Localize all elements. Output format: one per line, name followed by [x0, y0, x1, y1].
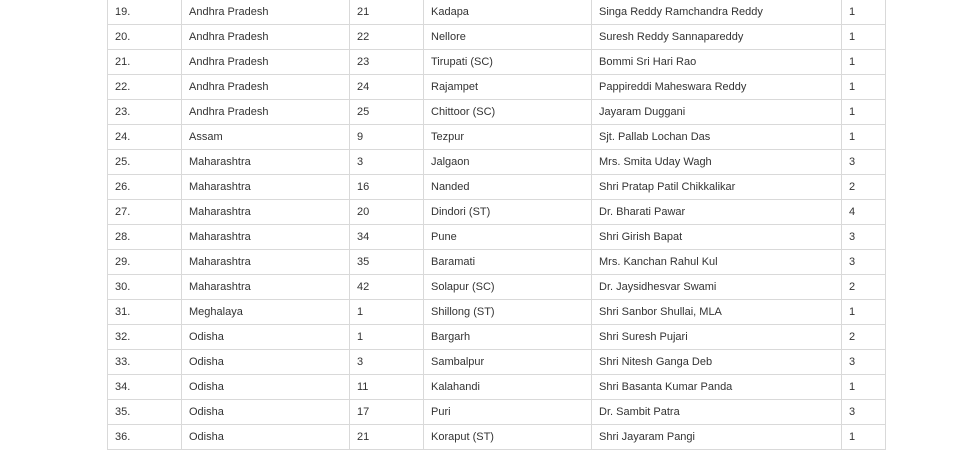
- count-cell: 4: [842, 200, 886, 225]
- candidate-name-cell: Shri Basanta Kumar Panda: [592, 375, 842, 400]
- table-row: [108, 125, 886, 150]
- constituency-cell: Kadapa: [424, 0, 592, 25]
- candidate-name-cell: Jayaram Duggani: [592, 100, 842, 125]
- state-cell: Odisha: [182, 325, 350, 350]
- candidate-name-cell: Shri Girish Bapat: [592, 225, 842, 250]
- pc-number-cell: 9: [350, 125, 424, 150]
- state-cell: Assam: [182, 125, 350, 150]
- constituency-cell: Baramati: [424, 250, 592, 275]
- constituency-cell: Nellore: [424, 25, 592, 50]
- pc-number-cell: 25: [350, 100, 424, 125]
- count-cell: 1: [842, 0, 886, 25]
- candidate-name-cell: Singa Reddy Ramchandra Reddy: [592, 0, 842, 25]
- table-row: [108, 325, 886, 350]
- serial-number-cell: 24.: [108, 125, 182, 150]
- serial-number-cell: 34.: [108, 375, 182, 400]
- table-row: [108, 75, 886, 100]
- candidate-name-cell: Shri Sanbor Shullai, MLA: [592, 300, 842, 325]
- table-row: [108, 250, 886, 275]
- table-row: [108, 100, 886, 125]
- constituency-cell: Koraput (ST): [424, 425, 592, 450]
- count-cell: 1: [842, 375, 886, 400]
- constituency-cell: Tirupati (SC): [424, 50, 592, 75]
- count-cell: 1: [842, 25, 886, 50]
- table-row: [108, 25, 886, 50]
- constituency-cell: Jalgaon: [424, 150, 592, 175]
- serial-number-cell: 22.: [108, 75, 182, 100]
- count-cell: 2: [842, 325, 886, 350]
- constituency-cell: Bargarh: [424, 325, 592, 350]
- constituency-cell: Nanded: [424, 175, 592, 200]
- pc-number-cell: 24: [350, 75, 424, 100]
- serial-number-cell: 25.: [108, 150, 182, 175]
- state-cell: Odisha: [182, 400, 350, 425]
- pc-number-cell: 11: [350, 375, 424, 400]
- state-cell: Maharashtra: [182, 250, 350, 275]
- serial-number-cell: 20.: [108, 25, 182, 50]
- candidate-name-cell: Dr. Bharati Pawar: [592, 200, 842, 225]
- count-cell: 3: [842, 350, 886, 375]
- table-row: [108, 275, 886, 300]
- state-cell: Andhra Pradesh: [182, 0, 350, 25]
- serial-number-cell: 31.: [108, 300, 182, 325]
- state-cell: Maharashtra: [182, 225, 350, 250]
- count-cell: 3: [842, 400, 886, 425]
- state-cell: Andhra Pradesh: [182, 75, 350, 100]
- state-cell: Maharashtra: [182, 150, 350, 175]
- constituency-cell: Solapur (SC): [424, 275, 592, 300]
- serial-number-cell: 32.: [108, 325, 182, 350]
- state-cell: Odisha: [182, 375, 350, 400]
- candidate-name-cell: Bommi Sri Hari Rao: [592, 50, 842, 75]
- state-cell: Maharashtra: [182, 275, 350, 300]
- serial-number-cell: 23.: [108, 100, 182, 125]
- count-cell: 3: [842, 150, 886, 175]
- pc-number-cell: 3: [350, 150, 424, 175]
- state-cell: Maharashtra: [182, 200, 350, 225]
- count-cell: 1: [842, 50, 886, 75]
- state-cell: Andhra Pradesh: [182, 100, 350, 125]
- count-cell: 1: [842, 125, 886, 150]
- serial-number-cell: 26.: [108, 175, 182, 200]
- table-row: [108, 0, 886, 25]
- serial-number-cell: 33.: [108, 350, 182, 375]
- candidate-name-cell: Suresh Reddy Sannapareddy: [592, 25, 842, 50]
- pc-number-cell: 17: [350, 400, 424, 425]
- count-cell: 1: [842, 100, 886, 125]
- candidate-name-cell: Dr. Jaysidhesvar Swami: [592, 275, 842, 300]
- count-cell: 1: [842, 75, 886, 100]
- serial-number-cell: 27.: [108, 200, 182, 225]
- table-row: [108, 175, 886, 200]
- pc-number-cell: 22: [350, 25, 424, 50]
- candidates-table-container: [107, 0, 885, 450]
- table-body: [108, 0, 886, 450]
- table-row: [108, 200, 886, 225]
- table-row: [108, 375, 886, 400]
- table-row: [108, 50, 886, 75]
- pc-number-cell: 23: [350, 50, 424, 75]
- constituency-cell: Chittoor (SC): [424, 100, 592, 125]
- table-row: [108, 225, 886, 250]
- pc-number-cell: 21: [350, 425, 424, 450]
- serial-number-cell: 21.: [108, 50, 182, 75]
- candidate-name-cell: Sjt. Pallab Lochan Das: [592, 125, 842, 150]
- table-row: [108, 150, 886, 175]
- constituency-cell: Puri: [424, 400, 592, 425]
- candidate-name-cell: Shri Suresh Pujari: [592, 325, 842, 350]
- count-cell: 3: [842, 250, 886, 275]
- count-cell: 2: [842, 175, 886, 200]
- table-row: [108, 400, 886, 425]
- table-row: [108, 300, 886, 325]
- count-cell: 2: [842, 275, 886, 300]
- state-cell: Maharashtra: [182, 175, 350, 200]
- count-cell: 1: [842, 425, 886, 450]
- candidate-name-cell: Dr. Sambit Patra: [592, 400, 842, 425]
- serial-number-cell: 29.: [108, 250, 182, 275]
- pc-number-cell: 35: [350, 250, 424, 275]
- state-cell: Andhra Pradesh: [182, 25, 350, 50]
- state-cell: Andhra Pradesh: [182, 50, 350, 75]
- candidate-name-cell: Shri Nitesh Ganga Deb: [592, 350, 842, 375]
- count-cell: 1: [842, 300, 886, 325]
- serial-number-cell: 35.: [108, 400, 182, 425]
- constituency-cell: Pune: [424, 225, 592, 250]
- constituency-cell: Dindori (ST): [424, 200, 592, 225]
- constituency-cell: Rajampet: [424, 75, 592, 100]
- state-cell: Odisha: [182, 425, 350, 450]
- constituency-cell: Kalahandi: [424, 375, 592, 400]
- candidate-name-cell: Shri Pratap Patil Chikkalikar: [592, 175, 842, 200]
- candidate-name-cell: Mrs. Kanchan Rahul Kul: [592, 250, 842, 275]
- serial-number-cell: 28.: [108, 225, 182, 250]
- candidates-table: [107, 0, 886, 450]
- pc-number-cell: 3: [350, 350, 424, 375]
- state-cell: Meghalaya: [182, 300, 350, 325]
- table-row: [108, 425, 886, 450]
- pc-number-cell: 42: [350, 275, 424, 300]
- candidate-name-cell: Pappireddi Maheswara Reddy: [592, 75, 842, 100]
- pc-number-cell: 1: [350, 325, 424, 350]
- serial-number-cell: 30.: [108, 275, 182, 300]
- candidate-name-cell: Shri Jayaram Pangi: [592, 425, 842, 450]
- serial-number-cell: 19.: [108, 0, 182, 25]
- constituency-cell: Shillong (ST): [424, 300, 592, 325]
- table-row: [108, 350, 886, 375]
- pc-number-cell: 16: [350, 175, 424, 200]
- serial-number-cell: 36.: [108, 425, 182, 450]
- constituency-cell: Sambalpur: [424, 350, 592, 375]
- pc-number-cell: 21: [350, 0, 424, 25]
- constituency-cell: Tezpur: [424, 125, 592, 150]
- state-cell: Odisha: [182, 350, 350, 375]
- pc-number-cell: 20: [350, 200, 424, 225]
- candidate-name-cell: Mrs. Smita Uday Wagh: [592, 150, 842, 175]
- pc-number-cell: 34: [350, 225, 424, 250]
- count-cell: 3: [842, 225, 886, 250]
- pc-number-cell: 1: [350, 300, 424, 325]
